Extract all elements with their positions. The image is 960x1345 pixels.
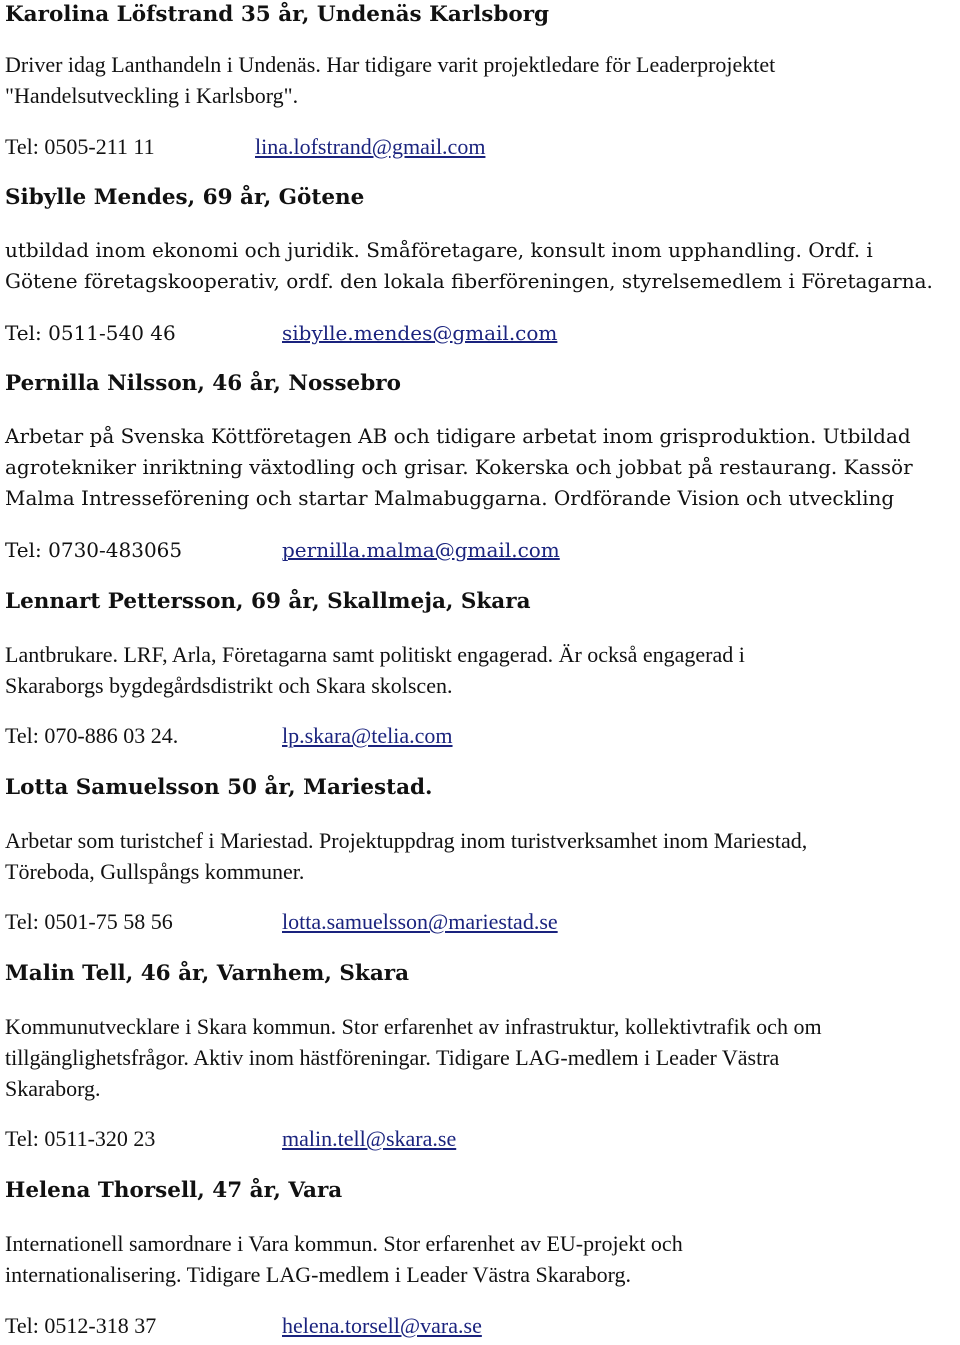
entry-description xyxy=(5,1228,960,1290)
entry-phone: Tel: 0511-320 23 xyxy=(5,1126,156,1151)
entry-email-link[interactable]: lina.lofstrand@gmail.com xyxy=(255,134,486,159)
entry-email-link[interactable]: lotta.samuelsson@mariestad.se xyxy=(282,909,558,934)
description-line: Arbetar på Svenska Köttföretagen AB och tidigare arbetat inom grisproduktion. Utbildad xyxy=(5,424,911,448)
description-line: Arbetar som turistchef i Mariestad. Projektuppdrag inom turistverksamhet inom Mariestad, xyxy=(5,828,808,853)
entry-email-link[interactable]: malin.tell@skara.se xyxy=(282,1126,457,1151)
entry-description xyxy=(5,235,960,297)
entry-description xyxy=(5,1011,960,1104)
description-line: Töreboda, Gullspångs kommuner. xyxy=(5,859,305,884)
entry-description xyxy=(5,825,960,887)
entry-phone: Tel: 070-886 03 24. xyxy=(5,723,179,748)
description-line: Internationell samordnare i Vara kommun. Stor erfarenhet av EU-projekt och xyxy=(5,1231,683,1256)
description-line: internationalisering. Tidigare LAG-medlem i Leader Västra Skaraborg. xyxy=(5,1262,632,1287)
description-line: Skaraborg. xyxy=(5,1076,101,1101)
entry-phone: Tel: 0730-483065 xyxy=(5,538,183,562)
entry-phone: Tel: 0511-540 46 xyxy=(5,321,176,345)
description-line: Götene företagskooperativ, ordf. den lokala fiberföreningen, styrelsemedlem i Företagarna. xyxy=(5,269,933,293)
entry-email-link[interactable]: helena.torsell@vara.se xyxy=(282,1313,482,1338)
description-line: Lantbrukare. LRF, Arla, Företagarna samt politiskt engagerad. Är också engagerad i xyxy=(5,642,745,667)
entry-email-link[interactable]: lp.skara@telia.com xyxy=(282,723,453,748)
entry-description xyxy=(5,421,960,514)
description-line: agrotekniker inriktning växtodling och grisar. Kokerska och jobbat på restaurang. Kassör xyxy=(5,455,913,479)
description-line: utbildad inom ekonomi och juridik. Småföretagare, konsult inom upphandling. Ordf. i xyxy=(5,238,873,262)
entry-phone: Tel: 0505-211 11 xyxy=(5,134,155,159)
description-line: Malma Intresseförening och startar Malmabuggarna. Ordförande Vision och utveckling xyxy=(5,486,895,510)
entry-description xyxy=(5,639,960,701)
description-line: "Handelsutveckling i Karlsborg". xyxy=(5,83,299,108)
description-line: tillgänglighetsfrågor. Aktiv inom hästföreningar. Tidigare LAG-medlem i Leader Västra xyxy=(5,1045,780,1070)
entry-heading: Malin Tell, 46 år, Varnhem, Skara xyxy=(5,961,410,986)
entry-heading: Pernilla Nilsson, 46 år, Nossebro xyxy=(5,371,401,396)
entry-heading: Karolina Löfstrand 35 år, Undenäs Karlsborg xyxy=(5,2,550,27)
entry-heading: Lennart Pettersson, 69 år, Skallmeja, Skara xyxy=(5,589,531,614)
entry-heading: Sibylle Mendes, 69 år, Götene xyxy=(5,185,365,210)
description-line: Kommunutvecklare i Skara kommun. Stor erfarenhet av infrastruktur, kollektivtrafik och om xyxy=(5,1014,822,1039)
description-line: Driver idag Lanthandeln i Undenäs. Har tidigare varit projektledare för Leaderprojektet xyxy=(5,52,776,77)
description-line: Skaraborgs bygdegårdsdistrikt och Skara skolscen. xyxy=(5,673,453,698)
entry-phone: Tel: 0501-75 58 56 xyxy=(5,909,173,934)
entry-email-link[interactable]: pernilla.malma@gmail.com xyxy=(282,538,560,562)
entry-heading: Lotta Samuelsson 50 år, Mariestad. xyxy=(5,775,433,800)
entry-heading: Helena Thorsell, 47 år, Vara xyxy=(5,1178,343,1203)
entry-phone: Tel: 0512-318 37 xyxy=(5,1313,157,1338)
entry-email-link[interactable]: sibylle.mendes@gmail.com xyxy=(282,321,558,345)
entry-description xyxy=(5,49,960,111)
